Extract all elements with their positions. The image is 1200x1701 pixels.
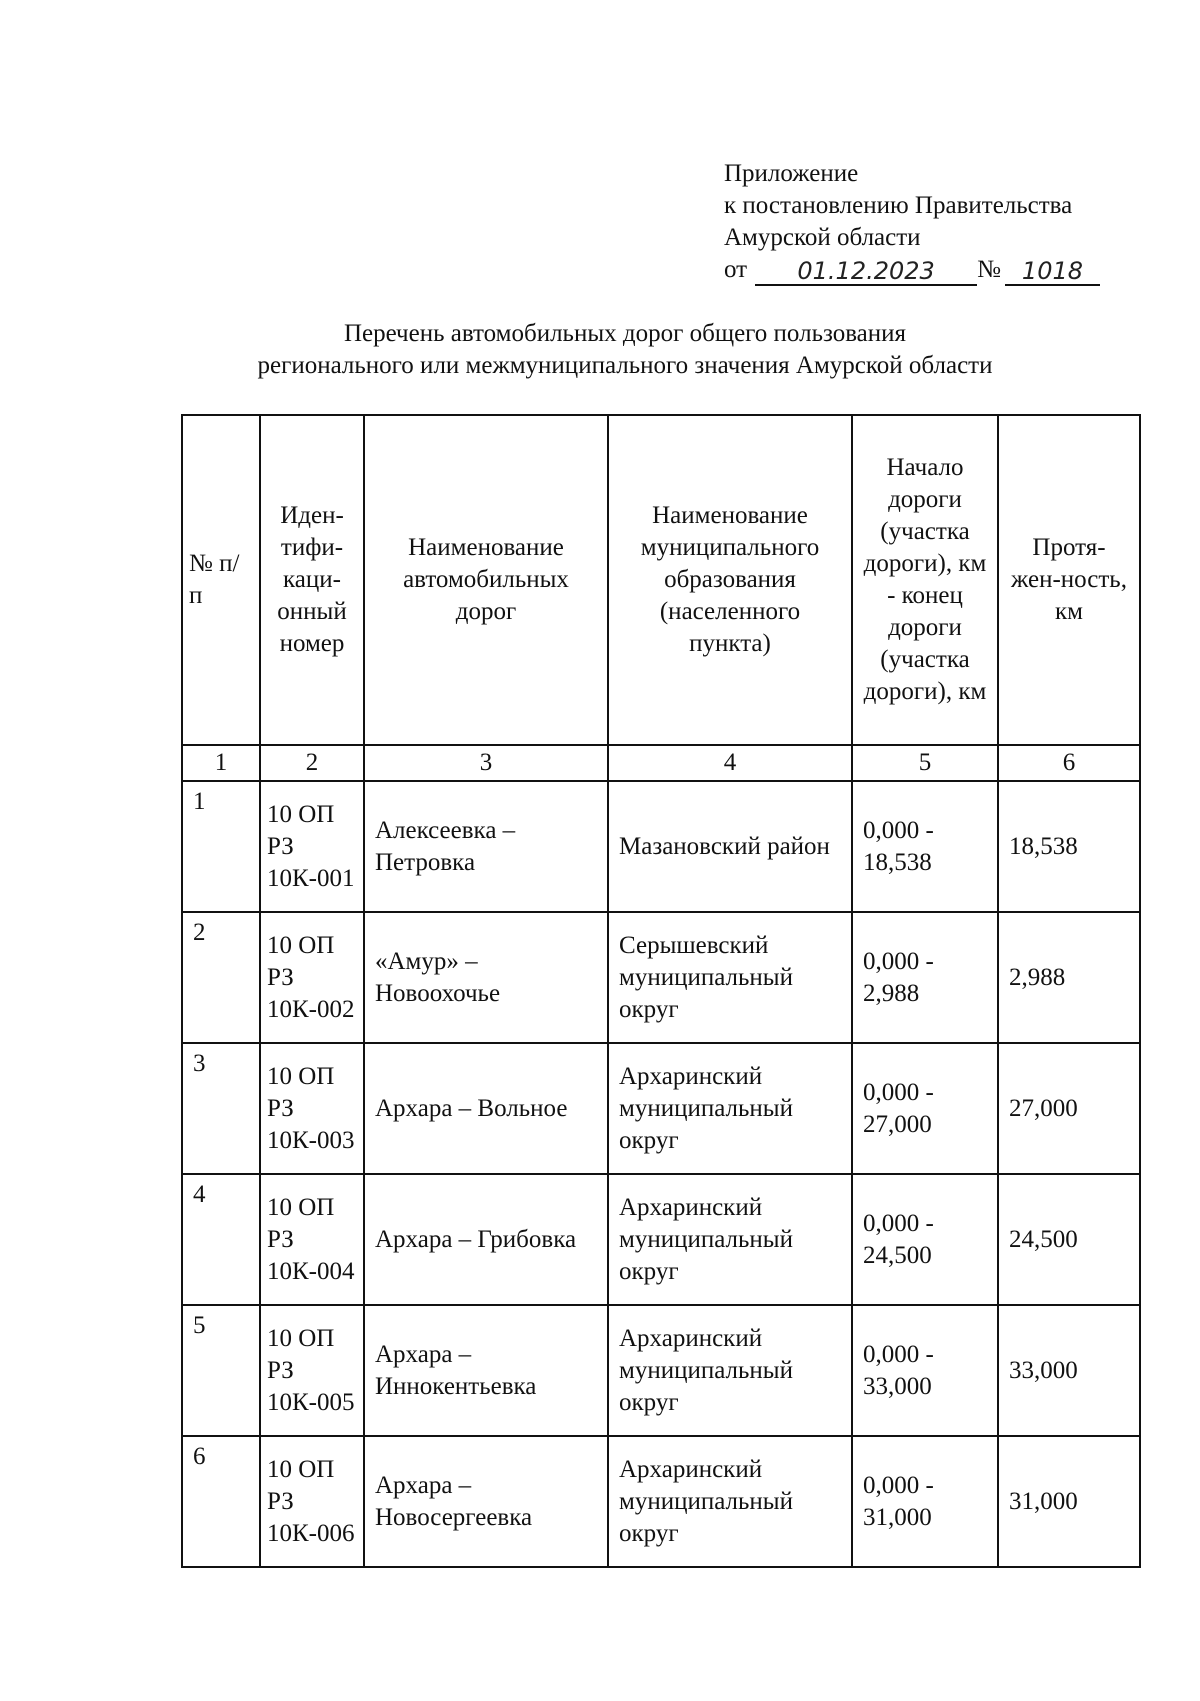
column-number: 2 xyxy=(260,745,364,781)
cell-number: 1 xyxy=(182,781,260,912)
roads-table xyxy=(181,414,1141,1568)
cell-number: 5 xyxy=(182,1305,260,1436)
cell-road: Архара – Иннокентьевка xyxy=(364,1305,608,1436)
cell-range: 0,000 - 31,000 xyxy=(852,1436,998,1567)
cell-range: 0,000 - 2,988 xyxy=(852,912,998,1043)
cell-id: 10 ОП РЗ 10К-005 xyxy=(260,1305,364,1436)
header-number: № п/п xyxy=(182,415,260,745)
cell-municipality: Мазановский район xyxy=(608,781,852,912)
cell-range: 0,000 - 27,000 xyxy=(852,1043,998,1174)
date-number-line xyxy=(724,254,1100,286)
column-number: 5 xyxy=(852,745,998,781)
cell-road: Архара – Новосергеевка xyxy=(364,1436,608,1567)
attachment-line-2: к постановлению Правительства xyxy=(724,192,1073,219)
column-numbers-row xyxy=(182,745,1140,781)
cell-length: 31,000 xyxy=(998,1436,1140,1567)
cell-municipality: Архаринский муниципальный округ xyxy=(608,1043,852,1174)
cell-id: 10 ОП РЗ 10К-002 xyxy=(260,912,364,1043)
document-title xyxy=(0,318,1200,382)
column-number: 3 xyxy=(364,745,608,781)
cell-id: 10 ОП РЗ 10К-001 xyxy=(260,781,364,912)
cell-number: 2 xyxy=(182,912,260,1043)
cell-number: 6 xyxy=(182,1436,260,1567)
ot-label: от xyxy=(724,256,748,283)
number-label: № xyxy=(977,256,1001,283)
cell-id: 10 ОП РЗ 10К-004 xyxy=(260,1174,364,1305)
attachment-line-1: Приложение xyxy=(724,160,859,187)
cell-road: Алексеевка – Петровка xyxy=(364,781,608,912)
cell-municipality: Архаринский муниципальный округ xyxy=(608,1436,852,1567)
attachment-block xyxy=(724,158,1100,286)
cell-length: 33,000 xyxy=(998,1305,1140,1436)
cell-number: 4 xyxy=(182,1174,260,1305)
cell-range: 0,000 - 33,000 xyxy=(852,1305,998,1436)
cell-length: 2,988 xyxy=(998,912,1140,1043)
attachment-line-3: Амурской области xyxy=(724,224,921,251)
table-header-row xyxy=(182,415,1140,745)
column-number: 1 xyxy=(182,745,260,781)
column-number: 4 xyxy=(608,745,852,781)
cell-range: 0,000 - 24,500 xyxy=(852,1174,998,1305)
cell-road: «Амур» – Новоохочье xyxy=(364,912,608,1043)
handwritten-date: 01.12.2023 xyxy=(755,258,977,286)
header-road-name: Наименование автомобильных дорог xyxy=(364,415,608,745)
cell-municipality: Серышевский муниципальный округ xyxy=(608,912,852,1043)
table-row xyxy=(182,781,1140,912)
cell-range: 0,000 - 18,538 xyxy=(852,781,998,912)
column-number: 6 xyxy=(998,745,1140,781)
cell-id: 10 ОП РЗ 10К-006 xyxy=(260,1436,364,1567)
table-row xyxy=(182,1043,1140,1174)
cell-number: 3 xyxy=(182,1043,260,1174)
cell-road: Архара – Вольное xyxy=(364,1043,608,1174)
header-length: Протя-жен-ность, км xyxy=(998,415,1140,745)
table-row xyxy=(182,1174,1140,1305)
header-range: Начало дороги (участка дороги), км - конец дороги (участка дороги), км xyxy=(852,415,998,745)
cell-road: Архара – Грибовка xyxy=(364,1174,608,1305)
cell-length: 27,000 xyxy=(998,1043,1140,1174)
table-row xyxy=(182,912,1140,1043)
table-row xyxy=(182,1436,1140,1567)
cell-municipality: Архаринский муниципальный округ xyxy=(608,1174,852,1305)
title-line-1: Перечень автомобильных дорог общего пользования xyxy=(343,320,907,347)
title-line-2: регионального или межмуниципального значения Амурской области xyxy=(257,352,993,379)
table-row xyxy=(182,1305,1140,1436)
handwritten-number: 1018 xyxy=(1005,258,1100,286)
cell-length: 24,500 xyxy=(998,1174,1140,1305)
cell-length: 18,538 xyxy=(998,781,1140,912)
cell-id: 10 ОП РЗ 10К-003 xyxy=(260,1043,364,1174)
cell-municipality: Архаринский муниципальный округ xyxy=(608,1305,852,1436)
header-municipality: Наименование муниципального образования (населенного пункта) xyxy=(608,415,852,745)
header-id: Иден-тифи-каци-онный номер xyxy=(260,415,364,745)
